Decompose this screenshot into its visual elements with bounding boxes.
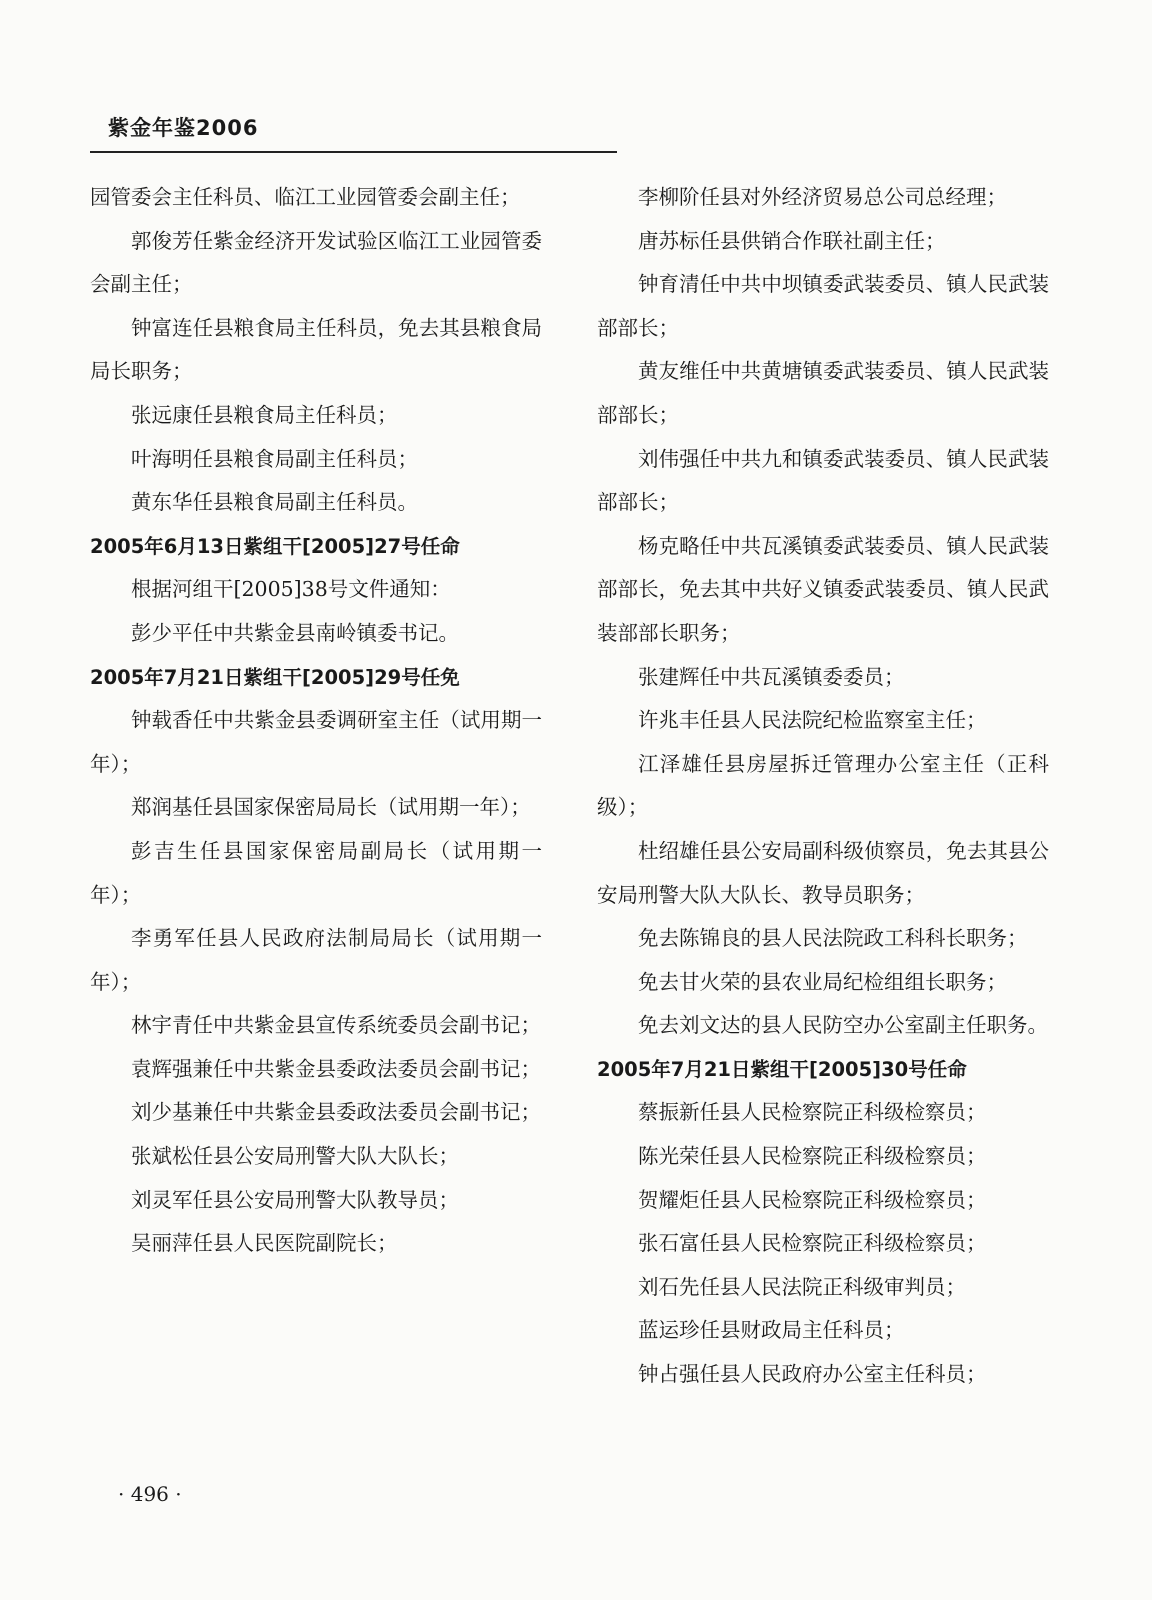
appointment-paragraph: 杜绍雄任县公安局副科级侦察员，免去其县公安局刑警大队大队长、教导员职务； (597, 838, 1049, 907)
appointment-paragraph: 张建辉任中共瓦溪镇委委员； (638, 664, 905, 689)
appointment-paragraph: 杨克略任中共瓦溪镇委武装委员、镇人民武装部部长，免去其中共好义镇委武装委员、镇人民武装部部长职务； (597, 533, 1049, 645)
appointment-paragraph: 彭少平任中共紫金县南岭镇委书记。 (131, 620, 459, 645)
appointment-paragraph: 黄友维任中共黄塘镇委武装委员、镇人民武装部部长； (597, 359, 1049, 427)
appointment-paragraph: 郭俊芳任紫金经济开发试验区临江工业园管委会副主任； (90, 228, 542, 297)
appointment-paragraph: 免去陈锦良的县人民法院政工科科长职务； (638, 926, 1028, 951)
section-heading: 2005年7月21日紫组干[2005]30号任命 (597, 1057, 967, 1081)
appointment-paragraph: 黄东华任县粮食局副主任科员。 (131, 490, 418, 515)
appointment-paragraph: 许兆丰任县人民法院纪检监察室主任； (638, 708, 987, 733)
appointment-paragraph: 李勇军任县人民政府法制局局长（试用期一年）； (90, 926, 542, 994)
appointment-paragraph: 江泽雄任县房屋拆迁管理办公室主任（正科级）； (597, 751, 1049, 820)
appointment-paragraph: 张远康任县粮食局主任科员； (131, 402, 398, 427)
right-column (597, 176, 1049, 1397)
appointment-paragraph: 钟载香任中共紫金县委调研室主任（试用期一年）； (90, 708, 542, 776)
appointment-paragraph: 唐苏标任县供销合作联社副主任； (638, 228, 946, 253)
appointment-paragraph: 刘石先任县人民法院正科级审判员； (638, 1274, 966, 1299)
appointment-paragraph: 贺耀炬任县人民检察院正科级检察员； (638, 1187, 987, 1212)
appointment-paragraph: 蓝运珍任县财政局主任科员； (638, 1318, 905, 1343)
appointment-paragraph: 郑润基任县国家保密局局长（试用期一年）； (131, 795, 531, 820)
page-number: · 496 · (118, 1482, 182, 1506)
appointment-paragraph: 叶海明任县粮食局副主任科员； (131, 446, 418, 471)
appointment-paragraph: 免去甘火荣的县农业局纪检组组长职务； (638, 969, 1007, 994)
appointment-paragraph: 根据河组干[2005]38号文件通知： (131, 577, 451, 602)
appointment-paragraph: 钟育清任中共中坝镇委武装委员、镇人民武装部部长； (597, 272, 1049, 340)
appointment-paragraph: 钟富连任县粮食局主任科员，免去其县粮食局局长职务； (90, 315, 542, 384)
appointment-paragraph: 彭吉生任县国家保密局副局长（试用期一年）； (90, 838, 542, 907)
running-header-title: 紫金年鉴2006 (108, 116, 259, 140)
appointment-paragraph: 李柳阶任县对外经济贸易总公司总经理； (638, 185, 1007, 209)
section-heading: 2005年6月13日紫组干[2005]27号任命 (90, 534, 460, 558)
appointment-paragraph: 钟占强任县人民政府办公室主任科员； (638, 1362, 987, 1387)
appointment-paragraph: 刘伟强任中共九和镇委武装委员、镇人民武装部部长； (597, 446, 1049, 515)
appointment-paragraph: 陈光荣任县人民检察院正科级检察员； (638, 1144, 987, 1169)
section-heading: 2005年7月21日紫组干[2005]29号任免 (90, 665, 460, 689)
appointment-paragraph: 刘灵军任县公安局刑警大队教导员； (131, 1187, 459, 1212)
left-column (90, 176, 542, 1266)
header-rule (90, 151, 617, 153)
appointment-paragraph: 吴丽萍任县人民医院副院长； (131, 1231, 398, 1256)
appointment-paragraph: 林宇青任中共紫金县宣传系统委员会副书记； (131, 1013, 541, 1038)
appointment-paragraph: 园管委会主任科员、临江工业园管委会副主任； (90, 185, 521, 209)
appointment-paragraph: 袁辉强兼任中共紫金县委政法委员会副书记； (131, 1056, 541, 1081)
appointment-paragraph: 张石富任县人民检察院正科级检察员； (638, 1231, 987, 1256)
appointment-paragraph: 张斌松任县公安局刑警大队大队长； (131, 1144, 459, 1169)
appointment-paragraph: 蔡振新任县人民检察院正科级检察员； (638, 1100, 987, 1125)
appointment-paragraph: 免去刘文达的县人民防空办公室副主任职务。 (638, 1013, 1048, 1038)
appointment-paragraph: 刘少基兼任中共紫金县委政法委员会副书记； (131, 1100, 541, 1125)
